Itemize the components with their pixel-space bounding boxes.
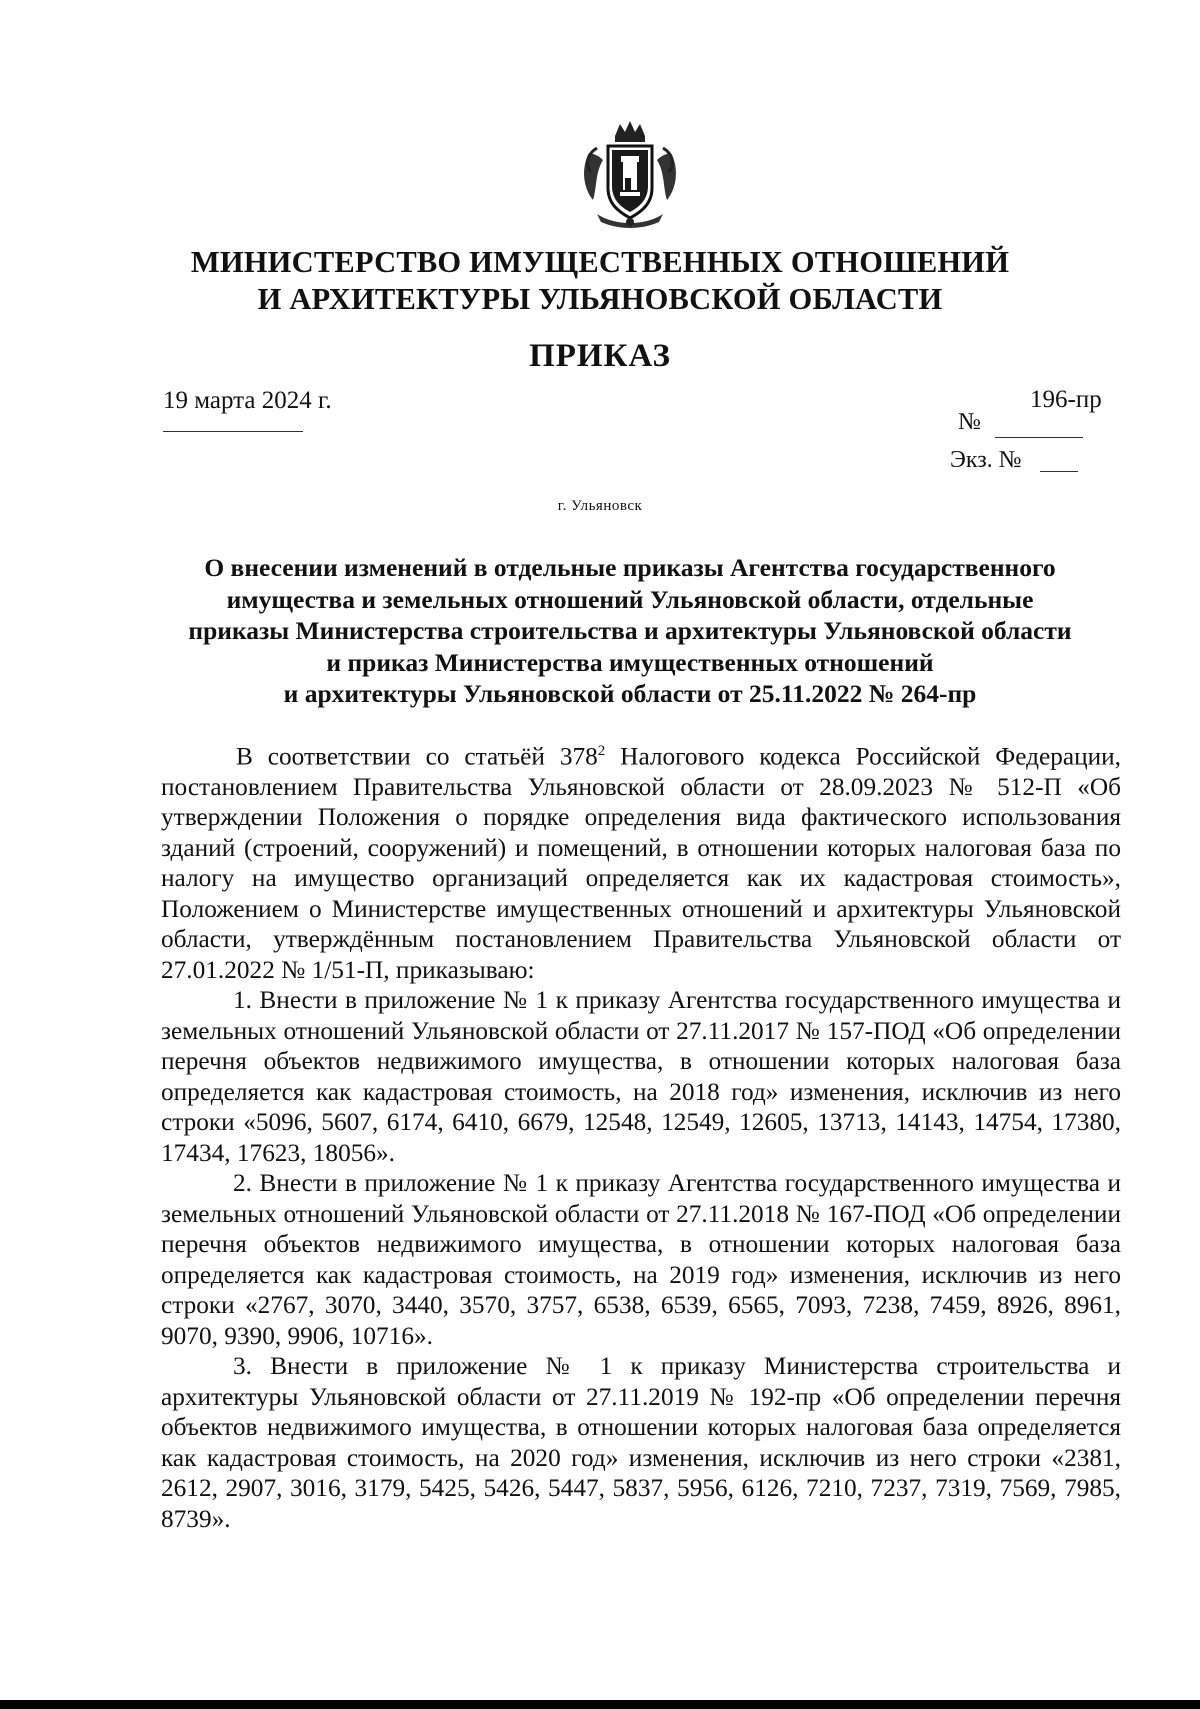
ministry-line-2: И АРХИТЕКТУРЫ УЛЬЯНОВСКОЙ ОБЛАСТИ — [257, 282, 943, 316]
article-superscript: 2 — [597, 743, 606, 759]
subject-line-3: приказы Министерства строительства и архитектуры Ульяновской области — [188, 616, 1072, 645]
ministry-name — [150, 244, 1050, 318]
subject-line-1: О внесении изменений в отдельные приказы Агентства государственного — [204, 553, 1056, 582]
subject-line-4: и приказ Министерства имущественных отношений — [326, 647, 934, 677]
document-type: ПРИКАЗ — [529, 338, 671, 374]
coat-of-arms-icon — [575, 118, 685, 230]
ministry-line-1: МИНИСТЕРСТВО ИМУЩЕСТВЕННЫХ ОТНОШЕНИЙ — [190, 245, 1010, 279]
order-subject — [150, 552, 1110, 710]
copy-number-underline — [1040, 471, 1078, 472]
preamble-paragraph — [161, 736, 1121, 985]
date-underline — [163, 431, 303, 432]
scan-edge-bar — [0, 1700, 1200, 1709]
copy-number-label: Экз. № — [950, 447, 1022, 473]
preamble-start: В соответствии со статьёй 378 — [236, 742, 598, 771]
subject-line-2: имущества и земельных отношений Ульяновской области, отдельные — [226, 584, 1034, 614]
order-number: 196-пр — [1030, 386, 1102, 413]
preamble-rest: Налогового кодекса Российской Федерации, постановлением Правительства Ульяновской области от 28.09.2023 № 512-П «Об утверждении Положения о порядке определения вида фактического использования зданий (строений, сооружений) и помещений, в отношении которых налоговая база по налогу на имущество организаций определяется как их кадастровая стоимость», Положением о Министерстве имущественных отношений и архитектуры Ульяновской области, утверждённым постановлением Правительства Ульяновской области от 27.01.2022 № 1/51-П, приказываю: — [161, 742, 1122, 984]
order-date: 19 марта 2024 г. — [163, 387, 332, 414]
item-3-paragraph: 3. Внести в приложение № 1 к приказу Министерства строительства и архитектуры Ульяновской области от 27.11.2019 № 192-пр «Об определении перечня объектов недвижимого имущества, в отношении которых налоговая база определяется как кадастровая стоимость, на 2020 год» изменения, исключив из него строки «2381, 2612, 2907, 3016, 3179, 5425, 5426, 5447, 5837, 5956, 6126, 7210, 7237, 7319, 7569, 7985, 8739». — [161, 1352, 1121, 1533]
item-1-paragraph: 1. Внести в приложение № 1 к приказу Агентства государственного имущества и земельных отношений Ульяновской области от 27.11.2017 № 157-ПОД «Об определении перечня объектов недвижимого имущества, в отношении которых налоговая база определяется как кадастровая стоимость, на 2018 год» изменения, исключив из него строки «5096, 5607, 6174, 6410, 6679, 12548, 12549, 12605, 13713, 14143, 14754, 17380, 17434, 17623, 18056». — [161, 986, 1121, 1167]
city: г. Ульяновск — [557, 498, 643, 514]
item-2-paragraph: 2. Внести в приложение № 1 к приказу Агентства государственного имущества и земельных отношений Ульяновской области от 27.11.2018 № 167-ПОД «Об определении перечня объектов недвижимого имущества, в отношении которых налоговая база определяется как кадастровая стоимость, на 2019 год» изменения, исключив из него строки «2767, 3070, 3440, 3570, 3757, 6538, 6539, 6565, 7093, 7238, 7459, 8926, 8961, 9070, 9390, 9906, 10716». — [161, 1169, 1121, 1350]
number-underline — [995, 437, 1083, 438]
number-sign: № — [958, 409, 981, 435]
subject-line-5: и архитектуры Ульяновской области от 25.11.2022 № 264-пр — [283, 679, 977, 708]
order-body — [161, 736, 1121, 1534]
